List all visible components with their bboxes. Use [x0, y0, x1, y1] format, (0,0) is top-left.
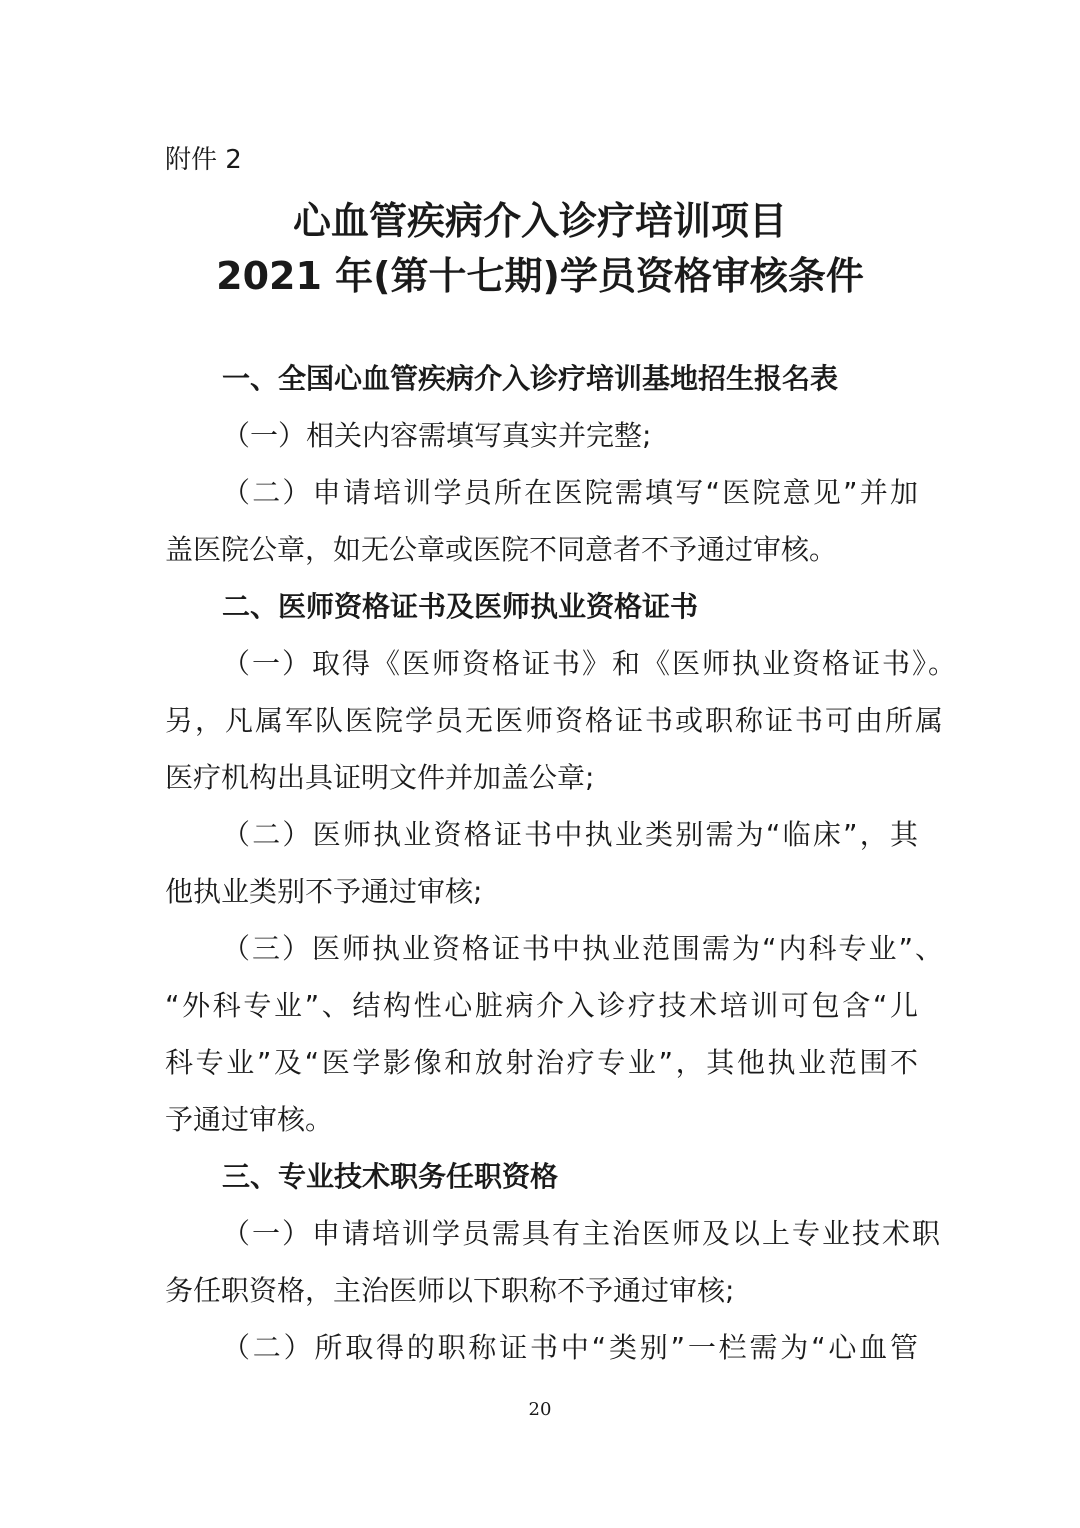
paragraph-line: （三）医师执业资格证书中执业范围需为“内科专业”、: [222, 932, 946, 965]
paragraph-line: 另，凡属军队医院学员无医师资格证书或职称证书可由所属: [165, 704, 946, 737]
paragraph-line: “外科专业”、结构性心脏病介入诊疗技术培训可包含“儿: [165, 989, 920, 1022]
page-number: 20: [528, 1399, 552, 1420]
attachment-label: 附件 2: [165, 145, 242, 175]
paragraph-line: 盖医院公章，如无公章或医院不同意者不予通过审核。: [165, 533, 838, 566]
section-heading-2: 二、医师资格证书及医师执业资格证书: [222, 590, 699, 623]
section-heading-3: 三、专业技术职务任职资格: [222, 1160, 559, 1193]
paragraph-line: 他执业类别不予通过审核;: [165, 875, 483, 908]
paragraph-line: （二）医师执业资格证书中执业类别需为“临床”，其: [222, 818, 920, 851]
paragraph-line: 医疗机构出具证明文件并加盖公章;: [165, 761, 595, 794]
paragraph-line: （二）所取得的职称证书中“类别”一栏需为“心血管: [222, 1331, 920, 1364]
paragraph-line: （二）申请培训学员所在医院需填写“医院意见”并加: [222, 476, 920, 509]
document-body: [165, 350, 959, 1376]
title-line-2: 2021 年(第十七期)学员资格审核条件: [216, 254, 864, 298]
paragraph-line: 予通过审核。: [165, 1103, 334, 1136]
paragraph-line: （一）取得《医师资格证书》和《医师执业资格证书》。: [222, 647, 959, 680]
paragraph-line: （一）相关内容需填写真实并完整;: [222, 419, 652, 452]
paragraph-line: 务任职资格，主治医师以下职称不予通过审核;: [165, 1274, 735, 1307]
paragraph-line: 科专业”及“医学影像和放射治疗专业”，其他执业范围不: [165, 1046, 920, 1079]
paragraph-line: （一）申请培训学员需具有主治医师及以上专业技术职: [222, 1217, 943, 1250]
title-line-1: 心血管疾病介入诊疗培训项目: [292, 199, 787, 243]
section-heading-1: 一、全国心血管疾病介入诊疗培训基地招生报名表: [222, 362, 839, 395]
